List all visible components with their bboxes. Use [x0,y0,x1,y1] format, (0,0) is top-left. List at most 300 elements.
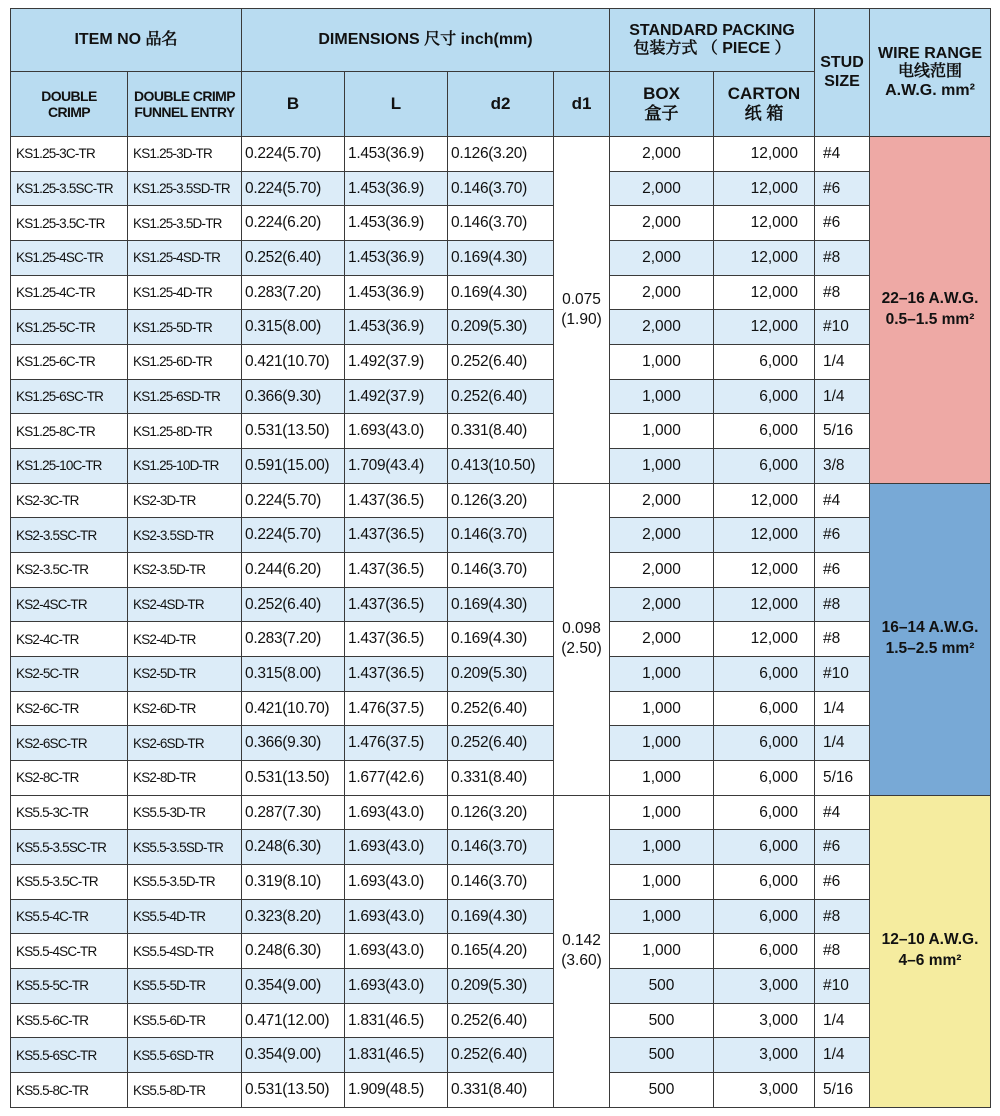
dim-l-cell: 1.693(43.0) [345,865,448,900]
dim-b-cell: 0.591(15.00) [242,449,345,484]
box-label: BOX [643,84,680,104]
carton-qty-cell: 12,000 [714,310,815,345]
box-qty-cell: 2,000 [610,310,714,345]
dim-d2-cell: 0.169(4.30) [448,275,554,310]
stud-size-cell: #6 [815,865,870,900]
dim-d2-cell: 0.331(8.40) [448,761,554,796]
box-qty-cell: 2,000 [610,553,714,588]
stud-size-cell: #4 [815,795,870,830]
table-row [11,449,991,484]
table-row [11,206,991,241]
dim-b-cell: 0.224(5.70) [242,518,345,553]
dim-d2-cell: 0.413(10.50) [448,449,554,484]
stud-label: STUD [820,54,864,72]
dim-b-cell: 0.366(9.30) [242,726,345,761]
box-cn-label: 盒子 [644,104,679,123]
stud-size-cell: #6 [815,553,870,588]
dim-b-cell: 0.283(7.20) [242,275,345,310]
stud-size-cell: #6 [815,171,870,206]
dim-b-cell: 0.531(13.50) [242,1073,345,1108]
carton-qty-cell: 6,000 [714,414,815,449]
wire-mm-value: 4–6 mm² [898,952,962,970]
box-qty-cell: 1,000 [610,830,714,865]
standard-packing-header [610,9,815,72]
box-qty-cell: 2,000 [610,241,714,276]
carton-qty-cell: 6,000 [714,379,815,414]
double-crimp-cell: KS1.25-8C-TR [11,414,128,449]
wire-awg-value: 12–10 A.W.G. [881,931,979,949]
carton-qty-cell: 12,000 [714,171,815,206]
dim-b-cell: 0.315(8.00) [242,657,345,692]
carton-qty-cell: 3,000 [714,1038,815,1073]
carton-qty-cell: 3,000 [714,969,815,1004]
dim-d2-cell: 0.252(6.40) [448,1038,554,1073]
box-qty-cell: 1,000 [610,449,714,484]
table-row [11,553,991,588]
table-row [11,1003,991,1038]
d1-cell [554,137,610,484]
dim-b-cell: 0.244(6.20) [242,553,345,588]
double-crimp-cell: KS2-3.5SC-TR [11,518,128,553]
d1-cell [554,795,610,1107]
funnel-entry-cell: KS5.5-3.5D-TR [128,865,242,900]
carton-qty-cell: 3,000 [714,1073,815,1108]
funnel-entry-cell: KS1.25-4SD-TR [128,241,242,276]
double-crimp-cell: KS5.5-4C-TR [11,899,128,934]
wire-range-cell [870,795,991,1107]
dim-d2-cell: 0.209(5.30) [448,657,554,692]
funnel-entry-cell: KS1.25-4D-TR [128,275,242,310]
dim-b-cell: 0.224(5.70) [242,171,345,206]
carton-cn-label: 纸 箱 [744,104,784,123]
stud-size-cell: 1/4 [815,1038,870,1073]
stud-size-header [815,9,870,137]
stud-size-cell: 5/16 [815,761,870,796]
dim-b-cell: 0.224(5.70) [242,137,345,172]
table-row [11,761,991,796]
stud-size-cell: 3/8 [815,449,870,484]
funnel-entry-cell: KS5.5-5D-TR [128,969,242,1004]
dim-b-cell: 0.354(9.00) [242,1038,345,1073]
dim-l-cell: 1.693(43.0) [345,934,448,969]
dim-l-cell: 1.492(37.9) [345,379,448,414]
dim-d2-cell: 0.126(3.20) [448,137,554,172]
table-row [11,345,991,380]
box-qty-cell: 2,000 [610,206,714,241]
dim-l-cell: 1.437(36.5) [345,657,448,692]
box-qty-cell: 2,000 [610,587,714,622]
wire-range-cell [870,137,991,484]
dim-d2-cell: 0.169(4.30) [448,899,554,934]
dim-b-cell: 0.224(6.20) [242,206,345,241]
dim-l-cell: 1.437(36.5) [345,587,448,622]
dim-l-cell: 1.677(42.6) [345,761,448,796]
stud-size-cell: #8 [815,587,870,622]
funnel-entry-cell: KS1.25-6D-TR [128,345,242,380]
double-crimp-cell: KS5.5-3.5SC-TR [11,830,128,865]
d1-inch-value: 0.098 [562,620,601,638]
funnel-entry-cell: KS5.5-6SD-TR [128,1038,242,1073]
carton-qty-cell: 6,000 [714,795,815,830]
box-qty-cell: 2,000 [610,518,714,553]
carton-qty-cell: 6,000 [714,865,815,900]
table-row [11,518,991,553]
dim-b-cell: 0.315(8.00) [242,310,345,345]
dim-l-cell: 1.453(36.9) [345,275,448,310]
box-qty-cell: 2,000 [610,171,714,206]
double-crimp-line2: CRIMP [47,104,91,120]
dim-l-cell: 1.693(43.0) [345,969,448,1004]
wire-range-header [870,9,991,137]
funnel-entry-cell: KS1.25-6SD-TR [128,379,242,414]
table-row [11,691,991,726]
wire-awg-value: 16–14 A.W.G. [881,619,979,637]
dim-l-cell: 1.831(46.5) [345,1038,448,1073]
table-row [11,865,991,900]
d1-inch-value: 0.142 [562,932,601,950]
funnel-entry-cell: KS5.5-4D-TR [128,899,242,934]
dim-l-cell: 1.437(36.5) [345,553,448,588]
double-crimp-header [11,72,128,137]
carton-qty-cell: 6,000 [714,449,815,484]
funnel-entry-cell: KS2-3.5D-TR [128,553,242,588]
carton-qty-cell: 12,000 [714,483,815,518]
double-crimp-cell: KS2-5C-TR [11,657,128,692]
d1-mm-value: (3.60) [561,952,602,970]
funnel-entry-cell: KS1.25-10D-TR [128,449,242,484]
double-crimp-cell: KS1.25-4C-TR [11,275,128,310]
stud-size-cell: 5/16 [815,414,870,449]
table-row [11,483,991,518]
dim-l-cell: 1.453(36.9) [345,241,448,276]
stud-size-cell: #8 [815,275,870,310]
carton-qty-cell: 6,000 [714,726,815,761]
carton-qty-cell: 6,000 [714,761,815,796]
funnel-entry-cell: KS2-8D-TR [128,761,242,796]
carton-qty-cell: 12,000 [714,622,815,657]
carton-qty-cell: 12,000 [714,275,815,310]
dim-b-cell: 0.224(5.70) [242,483,345,518]
stud-size-cell: #8 [815,622,870,657]
carton-qty-cell: 6,000 [714,830,815,865]
dim-l-cell: 1.909(48.5) [345,1073,448,1108]
table-row [11,379,991,414]
double-crimp-cell: KS1.25-3C-TR [11,137,128,172]
dim-d2-cell: 0.331(8.40) [448,1073,554,1108]
dim-b-cell: 0.252(6.40) [242,241,345,276]
funnel-entry-cell: KS1.25-3.5SD-TR [128,171,242,206]
double-crimp-line1: DOUBLE [41,87,97,104]
funnel-entry-cell: KS2-3D-TR [128,483,242,518]
size-label: SIZE [824,72,860,90]
carton-qty-cell: 6,000 [714,899,815,934]
col-d1-header: d1 [554,72,610,137]
wire-mm-value: 0.5–1.5 mm² [885,310,975,328]
dim-b-cell: 0.248(6.30) [242,934,345,969]
standard-packing-label: STANDARD PACKING [629,21,795,39]
table-row [11,1038,991,1073]
box-qty-cell: 1,000 [610,657,714,692]
dim-l-cell: 1.476(37.5) [345,691,448,726]
carton-label: CARTON [727,84,801,104]
dim-l-cell: 1.453(36.9) [345,171,448,206]
funnel-entry-cell: KS2-6D-TR [128,691,242,726]
dim-b-cell: 0.248(6.30) [242,830,345,865]
double-crimp-cell: KS2-3.5C-TR [11,553,128,588]
table-row [11,310,991,345]
table-row [11,1073,991,1108]
dim-d2-cell: 0.146(3.70) [448,553,554,588]
stud-size-cell: 1/4 [815,726,870,761]
double-crimp-cell: KS1.25-4SC-TR [11,241,128,276]
dim-d2-cell: 0.146(3.70) [448,171,554,206]
packing-unit-label: 包装方式 （ PIECE ） [633,40,791,57]
table-row [11,726,991,761]
stud-size-cell: #6 [815,518,870,553]
funnel-entry-cell: KS5.5-8D-TR [128,1073,242,1108]
wire-range-cell [870,483,991,795]
box-qty-cell: 1,000 [610,865,714,900]
box-qty-cell: 500 [610,1073,714,1108]
dim-l-cell: 1.709(43.4) [345,449,448,484]
dim-d2-cell: 0.126(3.20) [448,795,554,830]
dim-d2-cell: 0.146(3.70) [448,830,554,865]
double-crimp-cell: KS2-4SC-TR [11,587,128,622]
box-qty-cell: 2,000 [610,483,714,518]
dim-d2-cell: 0.146(3.70) [448,865,554,900]
dim-l-cell: 1.831(46.5) [345,1003,448,1038]
carton-qty-cell: 6,000 [714,691,815,726]
dim-l-cell: 1.437(36.5) [345,518,448,553]
carton-qty-cell: 3,000 [714,1003,815,1038]
stud-size-cell: #8 [815,241,870,276]
funnel-entry-cell: KS5.5-3D-TR [128,795,242,830]
double-crimp-cell: KS1.25-3.5C-TR [11,206,128,241]
dim-b-cell: 0.319(8.10) [242,865,345,900]
table-row [11,275,991,310]
box-qty-cell: 1,000 [610,761,714,796]
funnel-entry-cell: KS5.5-3.5SD-TR [128,830,242,865]
col-b-header: B [242,72,345,137]
dim-l-cell: 1.453(36.9) [345,310,448,345]
stud-size-cell: #6 [815,830,870,865]
table-row [11,587,991,622]
double-crimp-cell: KS2-3C-TR [11,483,128,518]
dim-b-cell: 0.354(9.00) [242,969,345,1004]
double-crimp-cell: KS2-4C-TR [11,622,128,657]
box-qty-cell: 1,000 [610,726,714,761]
box-qty-cell: 1,000 [610,934,714,969]
carton-qty-cell: 12,000 [714,518,815,553]
dim-d2-cell: 0.252(6.40) [448,1003,554,1038]
table-row [11,830,991,865]
stud-size-cell: 1/4 [815,379,870,414]
table-row [11,137,991,172]
double-crimp-cell: KS1.25-5C-TR [11,310,128,345]
table-row [11,934,991,969]
dim-d2-cell: 0.252(6.40) [448,691,554,726]
dim-d2-cell: 0.165(4.20) [448,934,554,969]
box-qty-cell: 2,000 [610,622,714,657]
box-qty-cell: 1,000 [610,899,714,934]
wire-range-label: WIRE RANGE [878,44,982,62]
funnel-entry-cell: KS1.25-3D-TR [128,137,242,172]
carton-header [714,72,815,137]
dim-b-cell: 0.531(13.50) [242,761,345,796]
double-crimp-cell: KS2-6SC-TR [11,726,128,761]
dim-d2-cell: 0.146(3.70) [448,518,554,553]
carton-qty-cell: 6,000 [714,934,815,969]
dim-d2-cell: 0.126(3.20) [448,483,554,518]
dim-l-cell: 1.453(36.9) [345,137,448,172]
wire-range-cn-label: 电线范围 [897,63,962,81]
funnel-entry-cell: KS1.25-5D-TR [128,310,242,345]
box-qty-cell: 1,000 [610,795,714,830]
carton-qty-cell: 12,000 [714,587,815,622]
carton-qty-cell: 12,000 [714,241,815,276]
double-crimp-cell: KS5.5-8C-TR [11,1073,128,1108]
double-crimp-cell: KS2-8C-TR [11,761,128,796]
box-qty-cell: 2,000 [610,137,714,172]
table-row [11,795,991,830]
double-crimp-cell: KS2-6C-TR [11,691,128,726]
col-l-header: L [345,72,448,137]
d1-inch-value: 0.075 [562,290,601,308]
funnel-entry-line2: FUNNEL ENTRY [134,104,235,120]
carton-qty-cell: 6,000 [714,657,815,692]
dim-l-cell: 1.437(36.5) [345,483,448,518]
box-qty-cell: 500 [610,969,714,1004]
dim-d2-cell: 0.252(6.40) [448,726,554,761]
stud-size-cell: #8 [815,899,870,934]
stud-size-cell: 1/4 [815,345,870,380]
double-crimp-cell: KS5.5-3C-TR [11,795,128,830]
dim-b-cell: 0.287(7.30) [242,795,345,830]
box-qty-cell: 1,000 [610,414,714,449]
table-row [11,414,991,449]
funnel-entry-cell: KS2-4SD-TR [128,587,242,622]
table-row [11,622,991,657]
stud-size-cell: #6 [815,206,870,241]
wire-range-units-label: A.W.G. mm² [885,81,975,99]
dim-b-cell: 0.421(10.70) [242,345,345,380]
table-row [11,171,991,206]
dim-d2-cell: 0.252(6.40) [448,345,554,380]
stud-size-cell: #8 [815,934,870,969]
funnel-entry-header [128,72,242,137]
col-d2-header: d2 [448,72,554,137]
funnel-entry-cell: KS5.5-6D-TR [128,1003,242,1038]
dim-l-cell: 1.693(43.0) [345,795,448,830]
wire-mm-value: 1.5–2.5 mm² [885,640,975,658]
table-row [11,657,991,692]
dim-d2-cell: 0.169(4.30) [448,622,554,657]
table-row [11,899,991,934]
dim-b-cell: 0.531(13.50) [242,414,345,449]
dim-d2-cell: 0.252(6.40) [448,379,554,414]
double-crimp-cell: KS5.5-3.5C-TR [11,865,128,900]
box-qty-cell: 500 [610,1038,714,1073]
d1-cell [554,483,610,795]
dim-l-cell: 1.437(36.5) [345,622,448,657]
dim-l-cell: 1.453(36.9) [345,206,448,241]
funnel-entry-cell: KS2-6SD-TR [128,726,242,761]
funnel-entry-cell: KS5.5-4SD-TR [128,934,242,969]
table-row [11,969,991,1004]
box-qty-cell: 500 [610,1003,714,1038]
box-header [610,72,714,137]
dim-d2-cell: 0.331(8.40) [448,414,554,449]
stud-size-cell: #4 [815,137,870,172]
double-crimp-cell: KS5.5-6SC-TR [11,1038,128,1073]
double-crimp-cell: KS1.25-6SC-TR [11,379,128,414]
d1-mm-value: (2.50) [561,640,602,658]
d1-mm-value: (1.90) [561,310,602,328]
double-crimp-cell: KS1.25-10C-TR [11,449,128,484]
dimensions-header: DIMENSIONS 尺寸 inch(mm) [242,9,610,72]
box-qty-cell: 1,000 [610,345,714,380]
double-crimp-cell: KS5.5-4SC-TR [11,934,128,969]
dim-b-cell: 0.366(9.30) [242,379,345,414]
dim-b-cell: 0.283(7.20) [242,622,345,657]
carton-qty-cell: 12,000 [714,206,815,241]
wire-awg-value: 22–16 A.W.G. [881,289,979,307]
dim-b-cell: 0.471(12.00) [242,1003,345,1038]
carton-qty-cell: 12,000 [714,553,815,588]
double-crimp-cell: KS1.25-3.5SC-TR [11,171,128,206]
double-crimp-cell: KS1.25-6C-TR [11,345,128,380]
box-qty-cell: 1,000 [610,691,714,726]
dim-l-cell: 1.693(43.0) [345,414,448,449]
dim-d2-cell: 0.146(3.70) [448,206,554,241]
double-crimp-cell: KS5.5-5C-TR [11,969,128,1004]
item-no-header: ITEM NO 品名 [11,9,242,72]
dim-d2-cell: 0.169(4.30) [448,587,554,622]
dim-b-cell: 0.252(6.40) [242,587,345,622]
dim-b-cell: 0.421(10.70) [242,691,345,726]
dim-l-cell: 1.693(43.0) [345,899,448,934]
funnel-entry-line1: DOUBLE CRIMP [134,87,235,104]
stud-size-cell: 1/4 [815,691,870,726]
funnel-entry-cell: KS2-4D-TR [128,622,242,657]
stud-size-cell: #10 [815,657,870,692]
dim-l-cell: 1.693(43.0) [345,830,448,865]
terminal-spec-table [10,8,991,1108]
box-qty-cell: 2,000 [610,275,714,310]
dim-l-cell: 1.492(37.9) [345,345,448,380]
stud-size-cell: #4 [815,483,870,518]
double-crimp-cell: KS5.5-6C-TR [11,1003,128,1038]
box-qty-cell: 1,000 [610,379,714,414]
funnel-entry-cell: KS2-5D-TR [128,657,242,692]
stud-size-cell: #10 [815,969,870,1004]
dim-d2-cell: 0.169(4.30) [448,241,554,276]
dim-d2-cell: 0.209(5.30) [448,969,554,1004]
carton-qty-cell: 6,000 [714,345,815,380]
funnel-entry-cell: KS1.25-8D-TR [128,414,242,449]
carton-qty-cell: 12,000 [714,137,815,172]
table-body [11,137,991,1108]
funnel-entry-cell: KS1.25-3.5D-TR [128,206,242,241]
dim-b-cell: 0.323(8.20) [242,899,345,934]
table-row [11,241,991,276]
dim-d2-cell: 0.209(5.30) [448,310,554,345]
dim-l-cell: 1.476(37.5) [345,726,448,761]
stud-size-cell: #10 [815,310,870,345]
funnel-entry-cell: KS2-3.5SD-TR [128,518,242,553]
stud-size-cell: 1/4 [815,1003,870,1038]
stud-size-cell: 5/16 [815,1073,870,1108]
